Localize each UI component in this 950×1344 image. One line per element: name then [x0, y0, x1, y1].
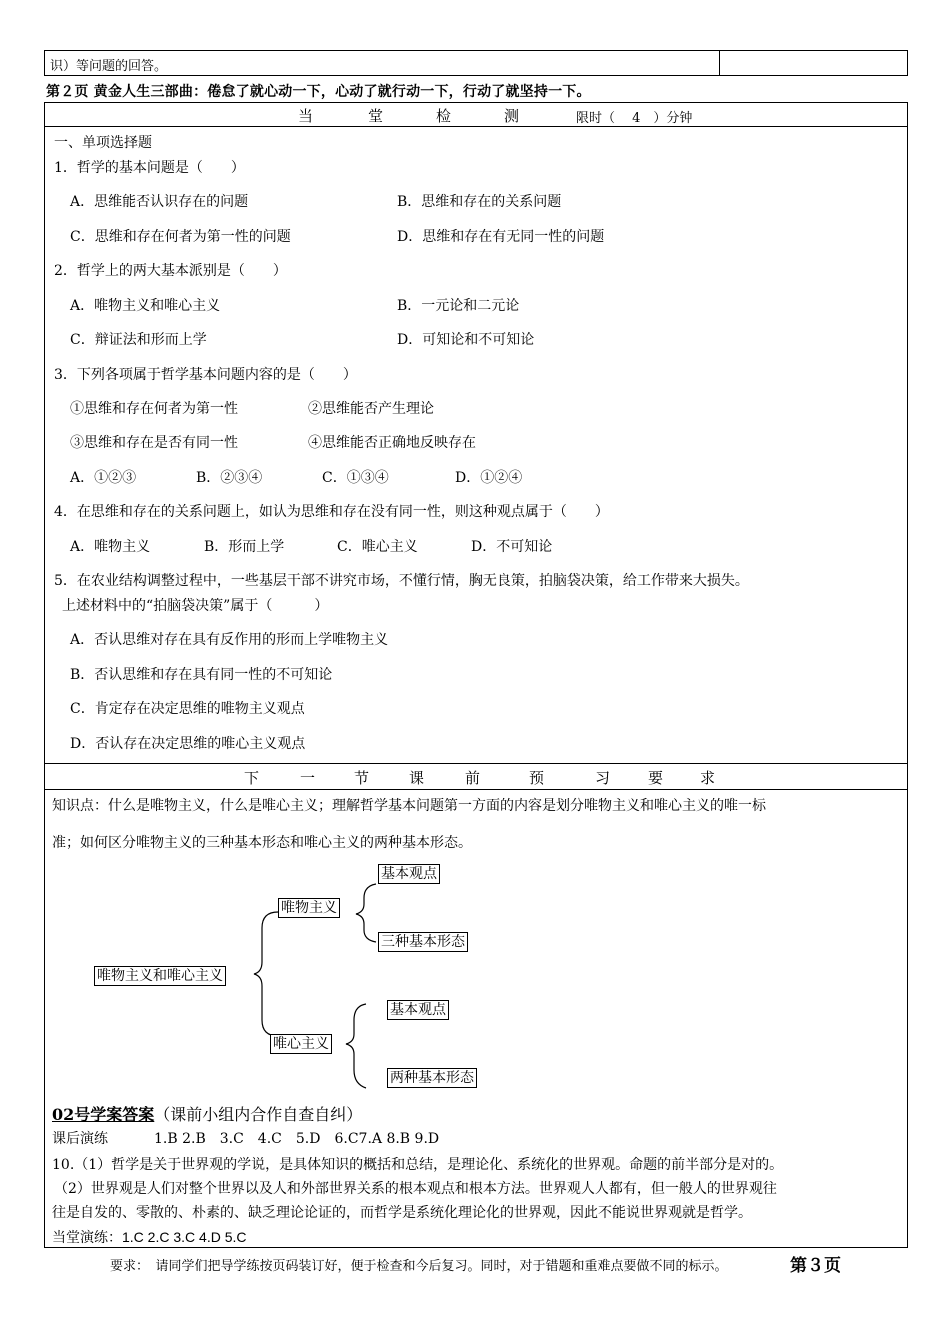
idealism-basic-label: 基本观点: [387, 1000, 449, 1020]
section-title-char: 当: [298, 107, 314, 125]
q4-option-a: A．唯物主义: [70, 539, 151, 555]
after-class-label: 课后演练: [52, 1131, 108, 1147]
preview-title-char: 预: [529, 769, 545, 787]
section-title-char: 测: [504, 107, 520, 125]
q4-option-d: D．不可知论: [471, 539, 553, 555]
q4-option-b: B．形而上学: [204, 539, 285, 555]
answers-title: 02号学案答案: [52, 1105, 155, 1124]
quiz-heading: 一、单项选择题: [54, 135, 152, 151]
preview-title-char: 课: [409, 769, 425, 787]
q2-option-d: D．可知论和不可知论: [397, 332, 535, 348]
root-brace: [254, 912, 278, 1036]
q5-option-c: C．肯定存在决定思维的唯物主义观点: [70, 701, 305, 717]
idealism-label: 唯心主义: [270, 1034, 332, 1054]
top-row-text: 识）等问题的回答。: [50, 59, 168, 74]
q5-option-b: B．否认思维和存在具有同一性的不可知论: [70, 667, 333, 683]
root-label: 唯物主义和唯心主义: [94, 966, 226, 986]
q1-option-b: B．思维和存在的关系问题: [397, 194, 562, 210]
answers-subtitle: （课前小组内合作自查自纠）: [154, 1105, 363, 1124]
preview-title-char: 前: [465, 769, 481, 787]
materialism-forms-label: 三种基本形态: [378, 932, 468, 952]
materialism-basic-label: 基本观点: [378, 864, 440, 884]
q3-option-a: A．①②③: [70, 470, 137, 486]
question-3: 3．下列各项属于哲学基本问题内容的是（ ）: [54, 367, 357, 383]
q10-answer-line-1: 10.（1）哲学是关于世界观的学说，是具体知识的概括和总结，是理论化、系统化的世界观。命题的前半部分是对的。: [52, 1157, 784, 1173]
preview-title-char: 节: [354, 769, 370, 787]
q2-option-a: A．唯物主义和唯心主义: [70, 298, 221, 314]
q5-option-d: D．否认存在决定思维的唯心主义观点: [70, 736, 306, 752]
footer-note: 要求： 请同学们把导学练按页码装订好，便于检查和今后复习。同时，对于错题和重难点要做不同的标示。: [110, 1259, 728, 1274]
question-5-line2: 上述材料中的“拍脑袋决策”属于（ ）: [62, 598, 329, 614]
q2-option-b: B．一元论和二元论: [397, 298, 520, 314]
q5-option-a: A．否认思维对存在具有反作用的形而上学唯物主义: [70, 632, 389, 648]
answers-heading: [52, 1102, 362, 1125]
preview-title-char: 下: [244, 769, 260, 787]
after-class-answers: 1.B 2.B 3.C 4.C 5.D 6.C7.A 8.B 9.D: [154, 1131, 440, 1147]
q1-option-a: A．思维能否认识存在的问题: [70, 194, 249, 210]
materialism-brace: [356, 884, 376, 942]
materialism-label: 唯物主义: [278, 898, 340, 918]
idealism-brace: [346, 1004, 366, 1088]
preview-title-char: 要: [648, 769, 664, 787]
q3-item-1: ①思维和存在何者为第一性: [70, 401, 238, 417]
q1-option-c: C．思维和存在何者为第一性的问题: [70, 229, 291, 245]
in-class-answers: 当堂演练：1.C 2.C 3.C 4.D 5.C: [52, 1229, 247, 1245]
section-title-char: 堂: [368, 107, 384, 125]
preview-title-char: 一: [300, 769, 316, 787]
q3-option-b: B．②③④: [196, 470, 263, 486]
q3-item-2: ②思维能否产生理论: [308, 401, 434, 417]
q3-item-4: ④思维能否正确地反映存在: [308, 435, 476, 451]
preview-title-char: 习: [595, 769, 611, 787]
knowledge-line-2: 准；如何区分唯物主义的三种基本形态和唯心主义的两种基本形态。: [52, 835, 472, 851]
idealism-forms-label: 两种基本形态: [387, 1068, 477, 1088]
question-2: 2．哲学上的两大基本派别是（ ）: [54, 263, 287, 279]
time-limit: 限时（ 4 ）分钟: [576, 111, 693, 126]
knowledge-line-1: 知识点：什么是唯物主义，什么是唯心主义；理解哲学基本问题第一方面的内容是划分唯物主义和唯心主义的唯一标: [52, 798, 766, 814]
q2-option-c: C．辩证法和形而上学: [70, 332, 207, 348]
question-4: 4．在思维和存在的关系问题上，如认为思维和存在没有同一性，则这种观点属于（ ）: [54, 504, 609, 520]
motto-line: 第２页 黄金人生三部曲：倦怠了就心动一下，心动了就行动一下，行动了就坚持一下。: [46, 84, 591, 100]
section-title-char: 检: [436, 107, 452, 125]
q10-answer-line-3: 往是自发的、零散的、朴素的、缺乏理论论证的，而哲学是系统化理论化的世界观，因此不能说世界观就是哲学。: [52, 1205, 752, 1221]
q1-option-d: D．思维和存在有无同一性的问题: [397, 229, 605, 245]
page-number: 第３页: [790, 1256, 841, 1276]
q10-answer-line-2: （2）世界观是人们对整个世界以及人和外部世界关系的根本观点和根本方法。世界观人人都有，但一般人的世界观往: [54, 1181, 777, 1197]
preview-title-char: 求: [700, 769, 716, 787]
q4-option-c: C．唯心主义: [337, 539, 418, 555]
q3-option-d: D．①②④: [455, 470, 523, 486]
q3-option-c: C．①③④: [322, 470, 389, 486]
question-5: 5．在农业结构调整过程中，一些基层干部不讲究市场，不懂行情，胸无良策，拍脑袋决策，给工作带来大损失。: [54, 573, 749, 589]
question-1: 1．哲学的基本问题是（ ）: [54, 160, 245, 176]
q3-item-3: ③思维和存在是否有同一性: [70, 435, 238, 451]
